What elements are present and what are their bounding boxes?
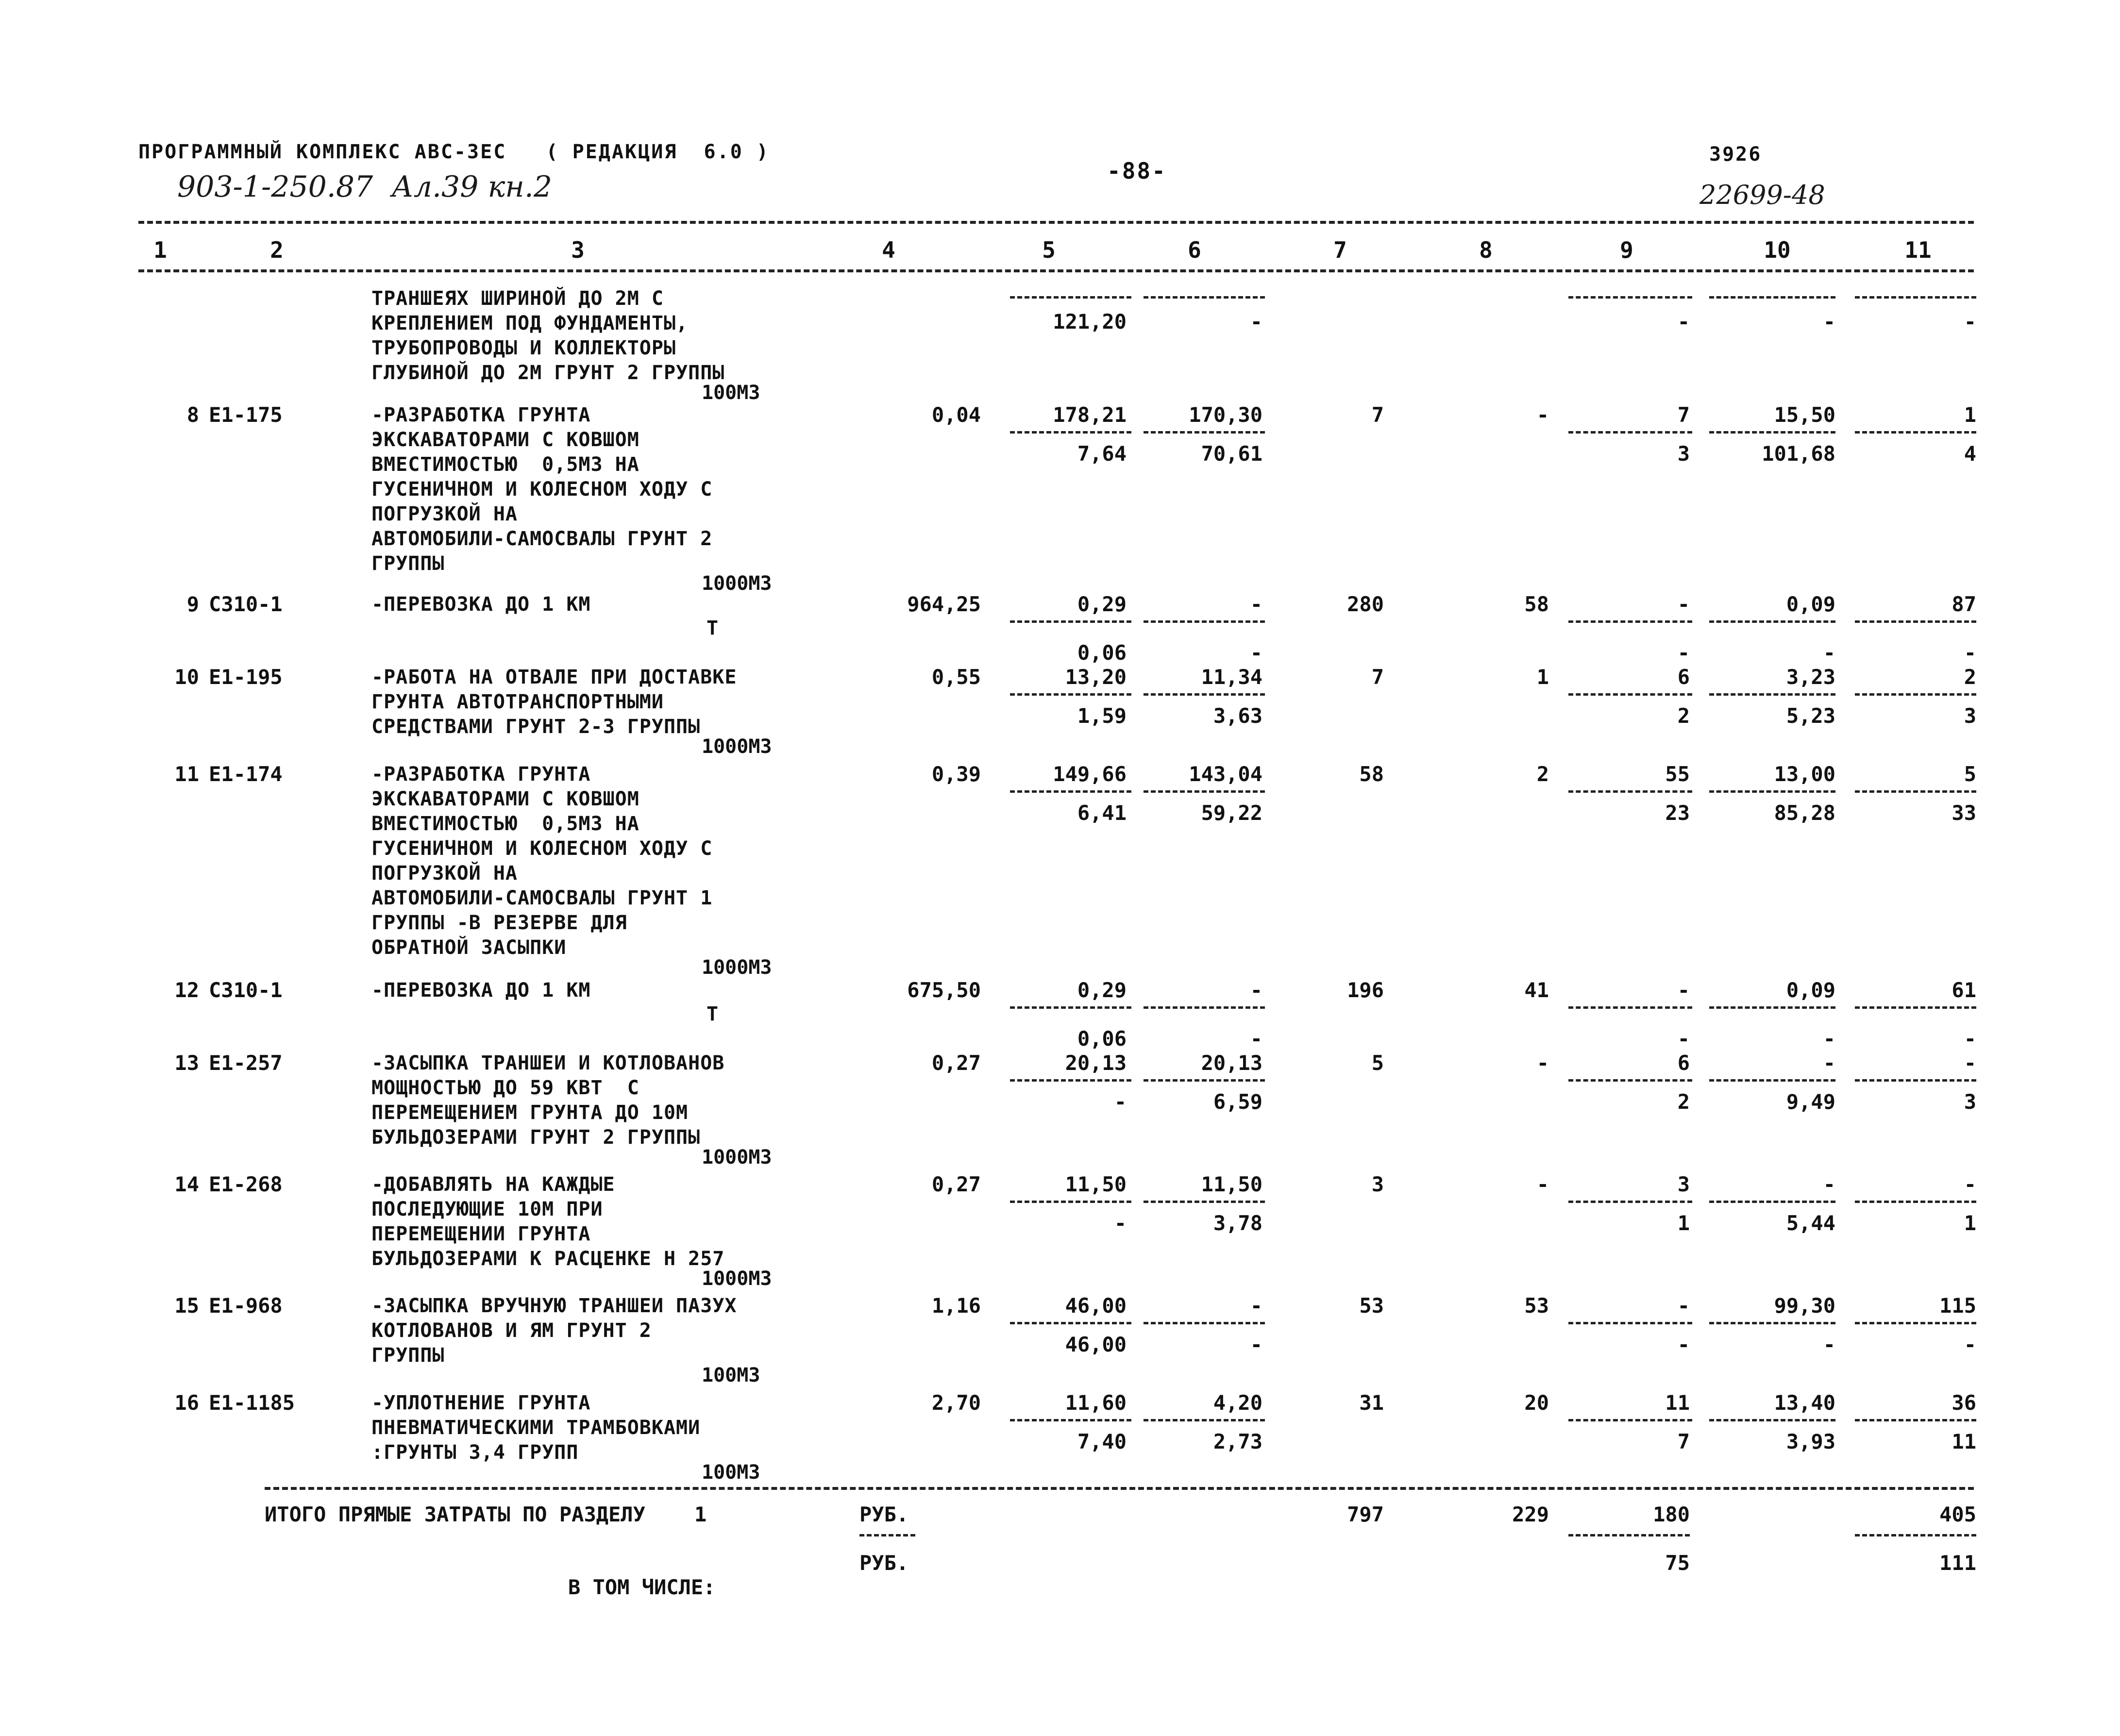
row-description [371,978,590,1003]
description-line: -УПЛОТНЕНИЕ ГРУНТА [371,1392,591,1414]
row-c10: 15,50 [1774,403,1835,427]
description-line: ПОСЛЕДУЮЩИЕ 10М ПРИ [371,1198,603,1220]
row-sep-c10 [1709,1006,1835,1009]
row-sep-c9 [1568,431,1692,434]
row-index: 15 [174,1294,199,1318]
description-line: ЭКСКАВАТОРАМИ С КОВШОМ [371,429,639,451]
program-header: ПРОГРАММНЫЙ КОМПЛЕКС АВС-3ЕС ( РЕДАКЦИЯ 6.0 ) [138,141,770,163]
row-c9-lower: 7 [1677,1430,1690,1453]
column-number-7: 7 [1333,237,1347,263]
description-line: ГРУППЫ [371,1344,445,1367]
totals-unit-1: РУБ. [859,1502,909,1526]
totals-col11-b: 111 [1939,1551,1976,1575]
row-c5: 13,20 [1065,665,1127,689]
row-c11: 87 [1952,592,1976,616]
description-line: :ГРУНТЫ 3,4 ГРУПП [371,1441,579,1464]
row-sep-c6 [1144,1201,1265,1203]
row-c11: 36 [1952,1391,1976,1415]
row-c10-lower: 5,44 [1786,1211,1835,1235]
column-number-4: 4 [882,237,895,263]
row-description [371,592,590,617]
row-c10: 0,09 [1786,978,1835,1002]
row-c6-lower: - [1250,1333,1262,1356]
row-c8: 20 [1524,1391,1549,1415]
row-description [371,1172,724,1271]
row-c5-lower: 7,64 [1077,442,1127,466]
carryover-line: КРЕПЛЕНИЕМ ПОД ФУНДАМЕНТЫ, [371,312,689,334]
row-code: С310-1 [209,978,283,1002]
row-c4: 0,39 [931,762,981,786]
row-sep-c9 [1568,693,1692,696]
row-sep-c10 [1709,693,1835,696]
row-c5: 11,60 [1065,1391,1127,1415]
row-c6-lower: 6,59 [1213,1090,1262,1114]
row-description [371,1294,737,1368]
row-sep-c6 [1144,1419,1265,1421]
row-sep-c10 [1709,790,1835,793]
row-c5-lower: - [1114,1090,1127,1114]
row-c5-lower: 7,40 [1077,1430,1127,1453]
row-sep-c11 [1855,431,1976,434]
totals-col9-b: 75 [1665,1551,1690,1575]
column-number-11: 11 [1904,237,1932,263]
row-c7: 31 [1359,1391,1384,1415]
row-c7: 58 [1359,762,1384,786]
row-c9: - [1677,1294,1690,1318]
row-c9-lower: 2 [1677,1090,1690,1114]
row-c10-lower: - [1823,641,1835,665]
row-index: 12 [174,978,199,1002]
row-description [371,1391,700,1465]
row-sep-c6 [1144,790,1265,793]
row-c10-lower: 9,49 [1786,1090,1835,1114]
description-line: -РАЗРАБОТКА ГРУНТА [371,763,591,785]
row-c11: - [1964,1172,1976,1196]
totals-col11: 405 [1939,1502,1976,1526]
carryover-sep-c6 [1144,296,1265,299]
description-line: АВТОМОБИЛИ-САМОСВАЛЫ ГРУНТ 1 [371,887,713,909]
row-sep-c10 [1709,1419,1835,1421]
row-description [371,403,712,576]
row-code: Е1-174 [209,762,283,786]
description-line: ОБРАТНОЙ ЗАСЫПКИ [371,936,567,959]
description-line: -ДОБАВЛЯТЬ НА КАЖДЫЕ [371,1173,615,1196]
row-c11-lower: - [1964,1333,1976,1356]
row-c6-lower: 59,22 [1201,801,1262,825]
row-c5: 0,29 [1077,978,1127,1002]
row-c4: 964,25 [907,592,981,616]
row-c5: 20,13 [1065,1051,1127,1075]
row-c4: 0,27 [931,1051,981,1075]
row-c10: - [1823,1172,1835,1196]
row-sep-c5 [1010,790,1131,793]
row-c9-lower: 2 [1677,704,1690,728]
row-c10-lower: 101,68 [1762,442,1835,466]
row-c6-lower: - [1250,1027,1262,1051]
row-c11: 115 [1939,1294,1976,1318]
row-c5-lower: 6,41 [1077,801,1127,825]
carryover-sep-c11 [1855,296,1976,299]
column-number-1: 1 [153,237,167,263]
row-c6-lower: 3,78 [1213,1211,1262,1235]
row-c11-lower: 11 [1952,1430,1976,1453]
row-c11: 5 [1964,762,1976,786]
row-c6: 11,34 [1201,665,1262,689]
description-line: ГРУППЫ -В РЕЗЕРВЕ ДЛЯ [371,912,627,934]
totals-label: ИТОГО ПРЯМЫЕ ЗАТРАТЫ ПО РАЗДЕЛУ 1 [265,1502,707,1526]
row-c9-lower: 23 [1665,801,1690,825]
row-sep-c6 [1144,693,1265,696]
row-c10-lower: - [1823,1333,1835,1356]
row-c5-lower: 1,59 [1077,704,1127,728]
row-code: Е1-268 [209,1172,283,1196]
column-number-10: 10 [1764,237,1791,263]
row-c5: 0,29 [1077,592,1127,616]
row-c4: 1,16 [931,1294,981,1318]
row-c7: 7 [1371,403,1384,427]
row-c9-lower: - [1677,1333,1690,1356]
row-c4: 2,70 [931,1391,981,1415]
row-c8: 1 [1536,665,1549,689]
description-line: ГРУППЫ [371,552,445,575]
description-line: -ПЕРЕВОЗКА ДО 1 КМ [371,979,591,1002]
row-c5-lower: 46,00 [1065,1333,1127,1356]
row-sep-c10 [1709,431,1835,434]
row-unit: Т [707,617,719,639]
row-c5: 11,50 [1065,1172,1127,1196]
column-number-3: 3 [571,237,585,263]
row-c11-lower: 3 [1964,1090,1976,1114]
carryover-sep-c9 [1568,296,1692,299]
row-index: 16 [174,1391,199,1415]
column-number-2: 2 [270,237,284,263]
row-c8: - [1536,403,1549,427]
row-c4: 0,27 [931,1172,981,1196]
row-c6: 143,04 [1189,762,1262,786]
row-sep-c5 [1010,1201,1131,1203]
row-c6-lower: 2,73 [1213,1430,1262,1453]
row-c8: 58 [1524,592,1549,616]
row-c4: 0,55 [931,665,981,689]
row-c9: - [1677,592,1690,616]
description-line: ЭКСКАВАТОРАМИ С КОВШОМ [371,788,639,810]
row-c6: 170,30 [1189,403,1262,427]
row-c10: 13,00 [1774,762,1835,786]
totals-col9: 180 [1653,1502,1690,1526]
row-c9-lower: - [1677,1027,1690,1051]
column-number-9: 9 [1620,237,1633,263]
row-c10-lower: - [1823,1027,1835,1051]
description-line: ПОГРУЗКОЙ НА [371,862,518,885]
row-c7: 7 [1371,665,1384,689]
handwritten-project-ref: 903-1-250.87 Ал.39 кн.2 [177,170,553,204]
row-sep-c10 [1709,620,1835,623]
description-line: МОЩНОСТЬЮ ДО 59 КВТ С [371,1077,639,1099]
row-sep-c11 [1855,790,1976,793]
row-c5-lower: 0,06 [1077,641,1127,665]
row-c11-lower: 33 [1952,801,1976,825]
row-c10: 13,40 [1774,1391,1835,1415]
row-c9: 11 [1665,1391,1690,1415]
handwritten-number: 22699-48 [1699,180,1825,210]
totals-unit-2: РУБ. [859,1551,909,1575]
row-c10: 99,30 [1774,1294,1835,1318]
row-code: Е1-968 [209,1294,283,1318]
including-label: В ТОМ ЧИСЛЕ: [568,1575,716,1599]
description-line: ГРУНТА АВТОТРАНСПОРТНЫМИ [371,691,664,713]
row-sep-c11 [1855,1322,1976,1324]
row-c9: 6 [1677,1051,1690,1075]
description-line: -ПЕРЕВОЗКА ДО 1 КМ [371,593,591,616]
row-sep-c10 [1709,1322,1835,1324]
description-line: ГУСЕНИЧНОМ И КОЛЕСНОМ ХОДУ С [371,478,713,501]
carryover-line: ТРУБОПРОВОДЫ И КОЛЛЕКТОРЫ [371,337,676,359]
row-c11: 61 [1952,978,1976,1002]
row-sep-c11 [1855,693,1976,696]
carryover-c5-lower: 121,20 [1053,310,1127,334]
row-c11: - [1964,1051,1976,1075]
row-unit: 1000М3 [702,1268,772,1290]
row-c4: 0,04 [931,403,981,427]
row-c10-lower: 3,93 [1786,1430,1835,1453]
description-line: -РАЗРАБОТКА ГРУНТА [371,404,591,426]
row-unit: 1000М3 [702,956,772,979]
description-line: КОТЛОВАНОВ И ЯМ ГРУНТ 2 [371,1319,652,1342]
row-sep-c11 [1855,1419,1976,1421]
row-c8: - [1536,1172,1549,1196]
carryover-line: ТРАНШЕЯХ ШИРИНОЙ ДО 2М С [371,287,664,310]
totals-col9-underline [1568,1534,1690,1536]
row-c11-lower: - [1964,1027,1976,1051]
row-sep-c9 [1568,1079,1692,1082]
row-c11: 2 [1964,665,1976,689]
row-sep-c9 [1568,1201,1692,1203]
totals-col8: 229 [1512,1502,1549,1526]
row-sep-c5 [1010,1006,1131,1009]
row-c7: 280 [1347,592,1384,616]
row-c6: - [1250,592,1262,616]
row-sep-c5 [1010,1079,1131,1082]
row-c10: - [1823,1051,1835,1075]
row-c10-lower: 85,28 [1774,801,1835,825]
description-line: -ЗАСЫПКА ВРУЧНУЮ ТРАНШЕИ ПАЗУХ [371,1295,737,1317]
row-c9-lower: - [1677,641,1690,665]
row-c8: 41 [1524,978,1549,1002]
row-c6: - [1250,1294,1262,1318]
row-c9: 6 [1677,665,1690,689]
description-line: ВМЕСТИМОСТЬЮ 0,5М3 НА [371,453,639,476]
description-line: ПЕРЕМЕЩЕНИИ ГРУНТА [371,1223,591,1245]
row-c6-lower: 3,63 [1213,704,1262,728]
column-number-6: 6 [1188,237,1201,263]
row-c5-lower: - [1114,1211,1127,1235]
carryover-c10-lower: - [1823,310,1835,334]
description-line: ПОГРУЗКОЙ НА [371,503,518,525]
row-c7: 196 [1347,978,1384,1002]
row-index: 11 [174,762,199,786]
description-line: ПНЕВМАТИЧЕСКИМИ ТРАМБОВКАМИ [371,1417,701,1439]
description-line: -ЗАСЫПКА ТРАНШЕИ И КОТЛОВАНОВ [371,1052,725,1074]
row-sep-c6 [1144,1079,1265,1082]
row-code: Е1-257 [209,1051,283,1075]
column-number-5: 5 [1042,237,1056,263]
row-sep-c9 [1568,620,1692,623]
header-rule-bottom [138,269,1974,272]
row-code: С310-1 [209,592,283,616]
row-description [371,762,712,960]
row-index: 10 [174,665,199,689]
row-c7: 53 [1359,1294,1384,1318]
row-c9: 3 [1677,1172,1690,1196]
row-code: Е1-1185 [209,1391,295,1415]
row-unit: 1000М3 [702,735,772,758]
row-sep-c9 [1568,1322,1692,1324]
row-c11: 1 [1964,403,1976,427]
row-code: Е1-175 [209,403,283,427]
row-index: 13 [174,1051,199,1075]
row-description [371,1051,724,1150]
row-index: 14 [174,1172,199,1196]
row-c5-lower: 0,06 [1077,1027,1127,1051]
row-c9-lower: 1 [1677,1211,1690,1235]
row-sep-c6 [1144,620,1265,623]
row-c5: 149,66 [1053,762,1127,786]
row-c4: 675,50 [907,978,981,1002]
row-sep-c5 [1010,693,1131,696]
totals-col7: 797 [1347,1502,1384,1526]
row-code: Е1-195 [209,665,283,689]
row-c9: - [1677,978,1690,1002]
carryover-sep-c10 [1709,296,1835,299]
column-number-8: 8 [1479,237,1493,263]
page-number: -88- [1107,158,1167,184]
row-sep-c11 [1855,1201,1976,1203]
row-sep-c5 [1010,620,1131,623]
row-c11-lower: 4 [1964,442,1976,466]
row-c10: 3,23 [1786,665,1835,689]
row-unit: Т [707,1003,719,1025]
row-c10-lower: 5,23 [1786,704,1835,728]
row-c6: - [1250,978,1262,1002]
row-unit: 100М3 [702,1461,760,1484]
header-rule-top [138,221,1974,224]
row-c8: 53 [1524,1294,1549,1318]
row-c8: - [1536,1051,1549,1075]
row-unit: 1000М3 [702,572,772,595]
description-line: ВМЕСТИМОСТЬЮ 0,5М3 НА [371,813,639,835]
row-c6-lower: 70,61 [1201,442,1262,466]
description-line: -РАБОТА НА ОТВАЛЕ ПРИ ДОСТАВКЕ [371,666,737,688]
totals-col11-underline [1855,1534,1976,1536]
row-sep-c5 [1010,1419,1131,1421]
row-sep-c11 [1855,620,1976,623]
totals-unit-underline [859,1534,915,1536]
carryover-c6-lower: - [1250,310,1262,334]
row-c11-lower: 3 [1964,704,1976,728]
row-c7: 5 [1371,1051,1384,1075]
row-c9: 7 [1677,403,1690,427]
row-index: 9 [186,592,199,616]
row-sep-c11 [1855,1006,1976,1009]
description-line: СРЕДСТВАМИ ГРУНТ 2-3 ГРУППЫ [371,716,701,738]
description-line: АВТОМОБИЛИ-САМОСВАЛЫ ГРУНТ 2 [371,528,713,550]
row-c6: 11,50 [1201,1172,1262,1196]
carryover-c9-lower: - [1677,310,1690,334]
row-sep-c10 [1709,1079,1835,1082]
row-sep-c9 [1568,790,1692,793]
row-c7: 3 [1371,1172,1384,1196]
row-unit: 100М3 [702,1364,760,1386]
carryover-line: ГЛУБИНОЙ ДО 2М ГРУНТ 2 ГРУППЫ [371,362,725,384]
row-unit: 1000М3 [702,1146,772,1168]
row-c11-lower: - [1964,641,1976,665]
row-sep-c9 [1568,1419,1692,1421]
carryover-description [371,286,724,385]
row-sep-c5 [1010,1322,1131,1324]
carryover-c11-lower: - [1964,310,1976,334]
row-sep-c9 [1568,1006,1692,1009]
carryover-sep-c5 [1010,296,1131,299]
doc-code: 3926 [1709,143,1762,166]
row-c6: 20,13 [1201,1051,1262,1075]
row-c5: 46,00 [1065,1294,1127,1318]
row-c5: 178,21 [1053,403,1127,427]
row-index: 8 [186,403,199,427]
row-c11-lower: 1 [1964,1211,1976,1235]
row-c6-lower: - [1250,641,1262,665]
description-line: ПЕРЕМЕЩЕНИЕМ ГРУНТА ДО 10М [371,1102,689,1124]
row-c9: 55 [1665,762,1690,786]
totals-rule [265,1487,1974,1490]
row-sep-c11 [1855,1079,1976,1082]
description-line: БУЛЬДОЗЕРАМИ К РАСЦЕНКЕ Н 257 [371,1248,725,1270]
row-sep-c10 [1709,1201,1835,1203]
carryover-unit: 100М3 [702,382,760,404]
description-line: ГУСЕНИЧНОМ И КОЛЕСНОМ ХОДУ С [371,837,713,860]
row-sep-c6 [1144,1322,1265,1324]
row-description [371,665,737,739]
row-c9-lower: 3 [1677,442,1690,466]
row-sep-c5 [1010,431,1131,434]
row-sep-c6 [1144,431,1265,434]
row-c10: 0,09 [1786,592,1835,616]
row-sep-c6 [1144,1006,1265,1009]
row-c6: 4,20 [1213,1391,1262,1415]
description-line: БУЛЬДОЗЕРАМИ ГРУНТ 2 ГРУППЫ [371,1126,701,1149]
row-c8: 2 [1536,762,1549,786]
